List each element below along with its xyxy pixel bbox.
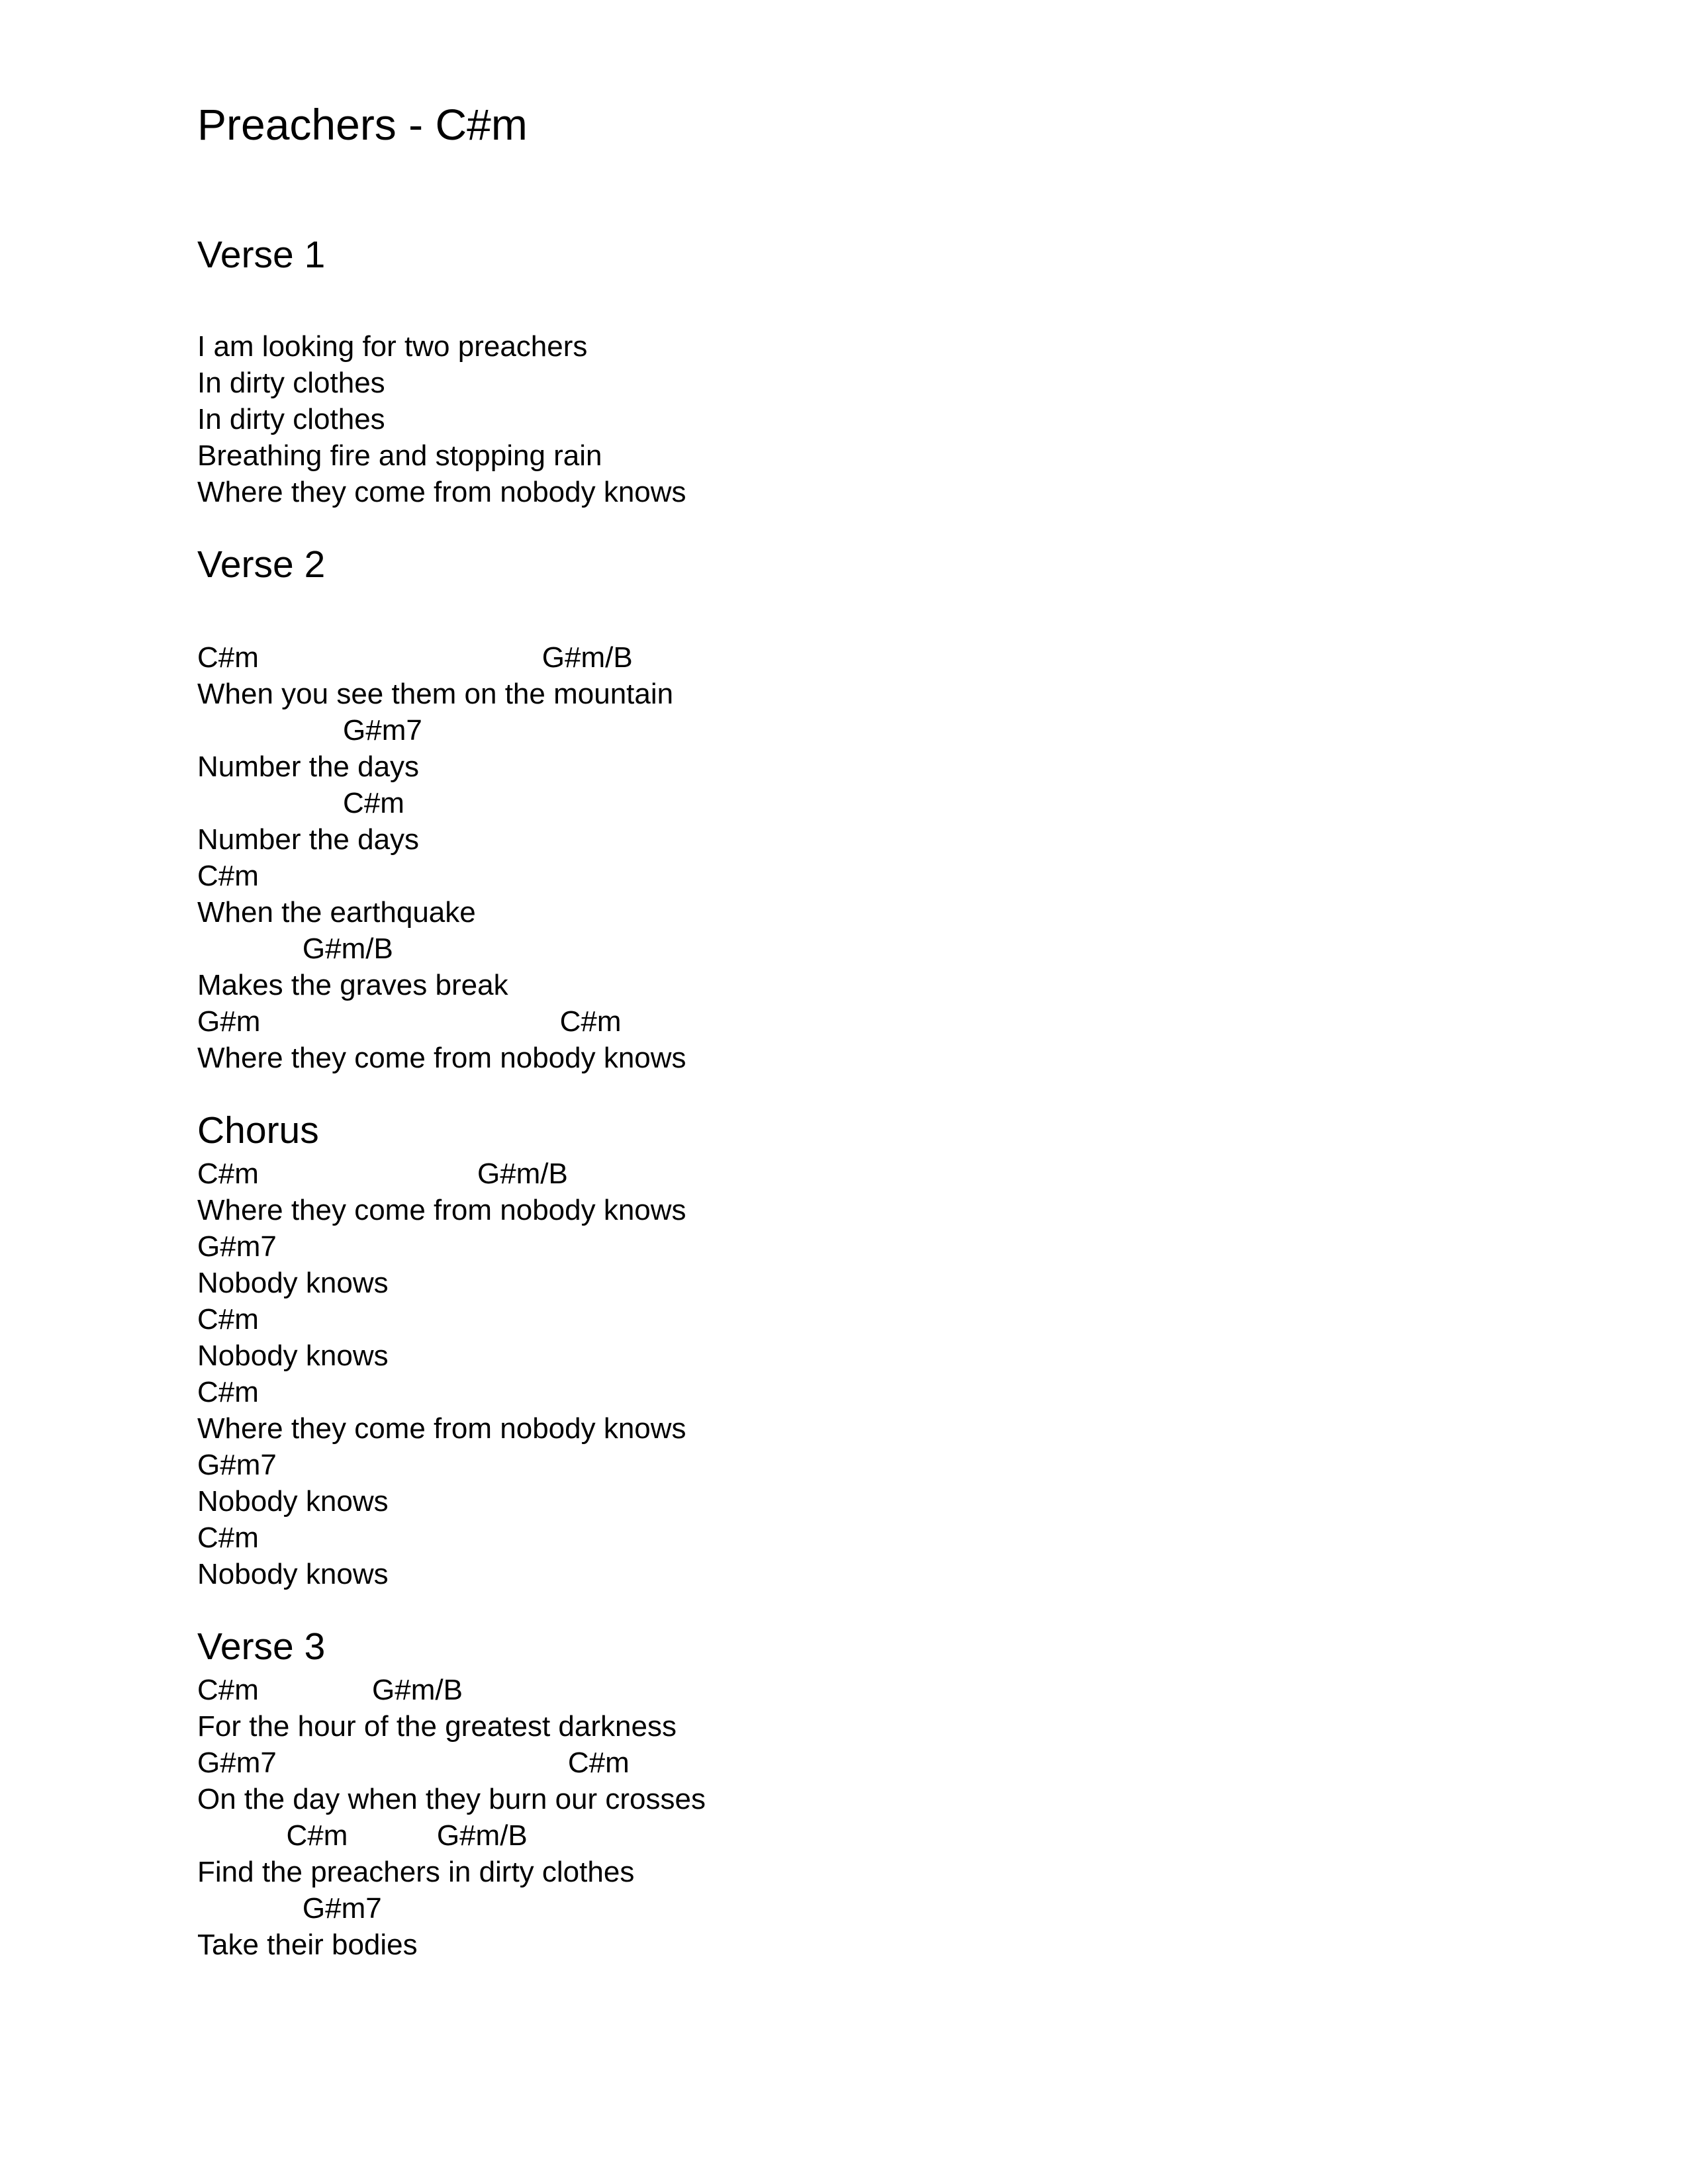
chord-line: G#m7 [197, 1449, 277, 1481]
lyric-line: Makes the graves break [197, 969, 508, 1001]
lyric-line: Take their bodies [197, 1929, 418, 1961]
verse-1-line: In dirty clothes [197, 367, 385, 399]
song-title: Preachers - C#m [197, 100, 528, 149]
chord-line: C#m G#m/B [197, 1158, 568, 1190]
chord-line: G#m/B [197, 933, 393, 965]
chord-line: C#m [197, 1303, 259, 1336]
chord-line: G#m7 C#m [197, 1747, 630, 1779]
verse-1-line: Breathing fire and stopping rain [197, 439, 602, 472]
verse-1-line: Where they come from nobody knows [197, 476, 686, 508]
lyric-line: Number the days [197, 751, 420, 783]
chord-line: G#m C#m [197, 1005, 622, 1038]
lyric-line: Nobody knows [197, 1267, 389, 1299]
verse-3-heading: Verse 3 [197, 1625, 326, 1668]
lyric-line: Number the days [197, 823, 420, 856]
verse-1-line: In dirty clothes [197, 403, 385, 435]
lyric-line: Nobody knows [197, 1340, 389, 1372]
lyric-line: On the day when they burn our crosses [197, 1783, 706, 1815]
verse-1-heading: Verse 1 [197, 234, 326, 276]
chord-line: C#m G#m/B [197, 641, 633, 674]
chorus-heading: Chorus [197, 1109, 319, 1152]
chord-line: C#m [197, 1376, 259, 1408]
verse-2-heading: Verse 2 [197, 543, 326, 586]
chord-line: G#m7 [197, 1892, 382, 1925]
chord-line: C#m [197, 1522, 259, 1554]
chord-line: G#m7 [197, 1230, 277, 1263]
lyric-line: For the hour of the greatest darkness [197, 1710, 677, 1743]
chord-line: G#m7 [197, 714, 422, 747]
chord-line: C#m [197, 860, 259, 892]
lyric-line: Nobody knows [197, 1485, 389, 1518]
verse-1-line: I am looking for two preachers [197, 330, 588, 363]
lyric-line: When the earthquake [197, 896, 476, 929]
chord-line: C#m [197, 787, 404, 819]
lyric-line: Where they come from nobody knows [197, 1412, 686, 1445]
lyric-line: Where they come from nobody knows [197, 1194, 686, 1226]
chord-line: C#m G#m/B [197, 1674, 463, 1706]
lyric-line: Where they come from nobody knows [197, 1042, 686, 1074]
lyric-line: When you see them on the mountain [197, 678, 674, 710]
chord-line: C#m G#m/B [197, 1819, 528, 1852]
lyric-line: Find the preachers in dirty clothes [197, 1856, 635, 1888]
lyric-line: Nobody knows [197, 1558, 389, 1590]
